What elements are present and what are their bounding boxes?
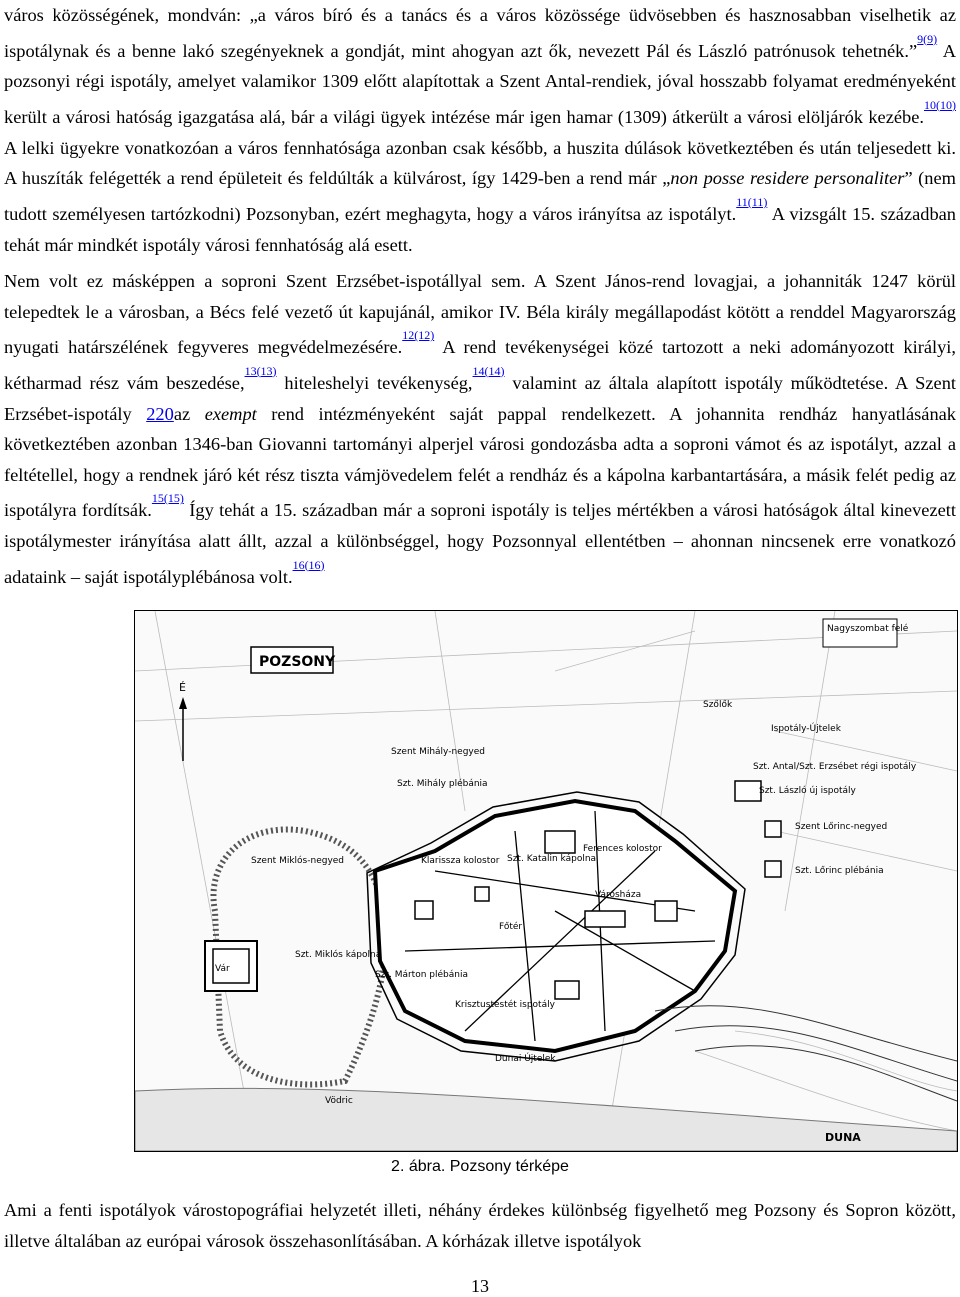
footnote-link-13[interactable]: 13(13) <box>244 363 277 378</box>
exempt-term: exempt <box>204 403 257 424</box>
footnote-link-11[interactable]: 11(11) <box>736 194 768 209</box>
label-mihaly-negyed: Szent Mihály-negyed <box>391 747 485 757</box>
footnote-link-12[interactable]: 12(12) <box>402 328 435 343</box>
page-reference-link[interactable]: 220 <box>146 403 174 424</box>
pozsony-map-figure <box>134 610 958 1152</box>
footnote-link-16[interactable]: 16(16) <box>292 557 325 572</box>
latin-quote: non posse residere personaliter <box>670 168 905 189</box>
p1-text-5: A vizsgált 15. században tehát már mindkét ispotály városi fennhatóság alá esett. <box>4 203 957 255</box>
label-szolok: Szőlők <box>703 700 733 710</box>
label-nagyszombat: Nagyszombat felé <box>827 624 909 634</box>
label-vodric: Vödric <box>325 1096 353 1106</box>
paragraph-2 <box>4 266 956 592</box>
label-duna-ujtelek: Dunai Újtelek <box>495 1054 556 1064</box>
north-label: É <box>179 681 186 694</box>
label-katalin: Szt. Katalin kápolna <box>507 854 597 864</box>
label-duna: DUNA <box>825 1131 861 1144</box>
figure-caption: 2. ábra. Pozsony térképe <box>391 1158 569 1175</box>
label-foter: Főtér <box>499 922 523 932</box>
p2-text-7: Így tehát a 15. században már a soproni ispotály is teljes mértékben a városi hatóságok által kinevezett ispotálymester irányítása alatt állt, azzal a különbséggel, hogy Pozsonnyal ellentétben – ahonnan nincsenek erre vonatkozó adataink – saját ispotályplébánosa volt. <box>4 500 956 587</box>
footnote-link-14[interactable]: 14(14) <box>472 363 505 378</box>
p2-text-5: az <box>173 403 205 424</box>
paragraph-3: Ami a fenti ispotályok várostopográfiai helyzetét illeti, néhány érdekes különbség figyelhető meg Pozsony és Sopron között, illetve általában az európai városok összehasonlításában. A kórházak illetve ispotályok <box>4 1200 956 1251</box>
label-ferences: Ferences kolostor <box>583 844 662 854</box>
p1-text-1: város közösségének, mondván: „a város bíró és a tanács és a város közössége üdvösebben és hasznosabban viselhetik az ispotálynak és a benne lakó szegényeknek a gondját, mint ahogyan azt ők, nevezett Pál és László patrónusok tehetnék.” <box>4 5 956 61</box>
p2-text-4: valamint az általa alapított ispotály működtetése. A Szent Erzsébet-ispotály <box>4 373 957 424</box>
p2-text-3: hiteleshelyi tevékenység, <box>276 373 473 394</box>
label-antal-regi: Szt. Antal/Szt. Erzsébet régi ispotály <box>753 762 917 772</box>
p1-text-4: ” (nem tudott személyesen tartózkodni) Pozsonyban, ezért meghagyta, hogy a város irányítsa az ispotályt. <box>4 168 956 224</box>
p1-text-3: A lelki ügyekre vonatkozóan a város fennhatósága azonban csak később, a huszita dúlások következtében és után teljesedett ki. A huszíták felégették a rend épületeit és feldúlták a külvárost, így 1429-ben a rend már „ <box>4 137 956 189</box>
label-miklos-negyed: Szent Miklós-negyed <box>251 856 345 866</box>
label-var: Vár <box>215 964 230 974</box>
footnote-link-10[interactable]: 10(10) <box>924 97 956 112</box>
label-klarissza: Klarissza kolostor <box>421 856 500 866</box>
paragraph-1 <box>4 0 956 260</box>
label-lorinc-plebania: Szt. Lőrinc plébánia <box>795 866 884 876</box>
map-title: POZSONY <box>259 654 336 670</box>
label-lorinc-negyed: Szent Lőrinc-negyed <box>795 822 888 832</box>
p1-text-2: A pozsonyi régi ispotály, amelyet valamikor 1309 előtt alapítottak a Szent Antal-rendiek, jóval hosszabb folyamat eredményeként került a városi hatóság igazgatása alá, bár a világi ügyek intézése már igen hamar (1309) átkerült a városi elöljárók kezébe. <box>4 40 956 128</box>
pozsony-map <box>135 611 957 1151</box>
label-mihaly-plebania: Szt. Mihály plébánia <box>397 779 488 789</box>
page-number: 13 <box>471 1276 489 1296</box>
footnote-link-15[interactable]: 15(15) <box>151 491 184 506</box>
label-marton: Szt. Márton plébánia <box>375 970 468 980</box>
p2-text-6: rend intézményeként saját pappal rendelkezett. A johannita rendház hanyatlásának következtében azonban 1346-ban Giovanni tartományi alperjel városi gondozásba adta a soproni vámot és az ispotályt, azzal a feltétellel, hogy a rendnek járó két rész tiszta vámjövedelem felét a rendház és a kápolna karbantartására, a másik felét pedig az ispotályra fordítsák. <box>4 403 956 521</box>
label-kriztus: Krisztustestét ispotály <box>455 1000 555 1010</box>
label-miklos-kapolna: Szt. Miklós kápolna <box>295 950 382 960</box>
label-varoshaza: Városháza <box>595 890 642 900</box>
p2-text-2: A rend tevékenységei közé tartozott a neki adományozott királyi, kétharmad rész vám beszedése, <box>4 337 956 394</box>
label-laszlo-uj: Szt. László új ispotály <box>759 786 856 796</box>
label-ujtelek: Ispotály-Újtelek <box>771 724 841 734</box>
footnote-link-9[interactable]: 9(9) <box>917 31 938 46</box>
p2-text-1: Nem volt ez másképpen a soproni Szent Erzsébet-ispotállyal sem. A Szent János-rend lovagjai, a johanniták 1247 körül telepedtek le a városban, a Bécs felé vezető út kapujánál, amikor IV. Béla király megállapodást kötött a renddel Magyarország nyugati határszélének fegyveres megvédelmezésére. <box>4 271 956 358</box>
